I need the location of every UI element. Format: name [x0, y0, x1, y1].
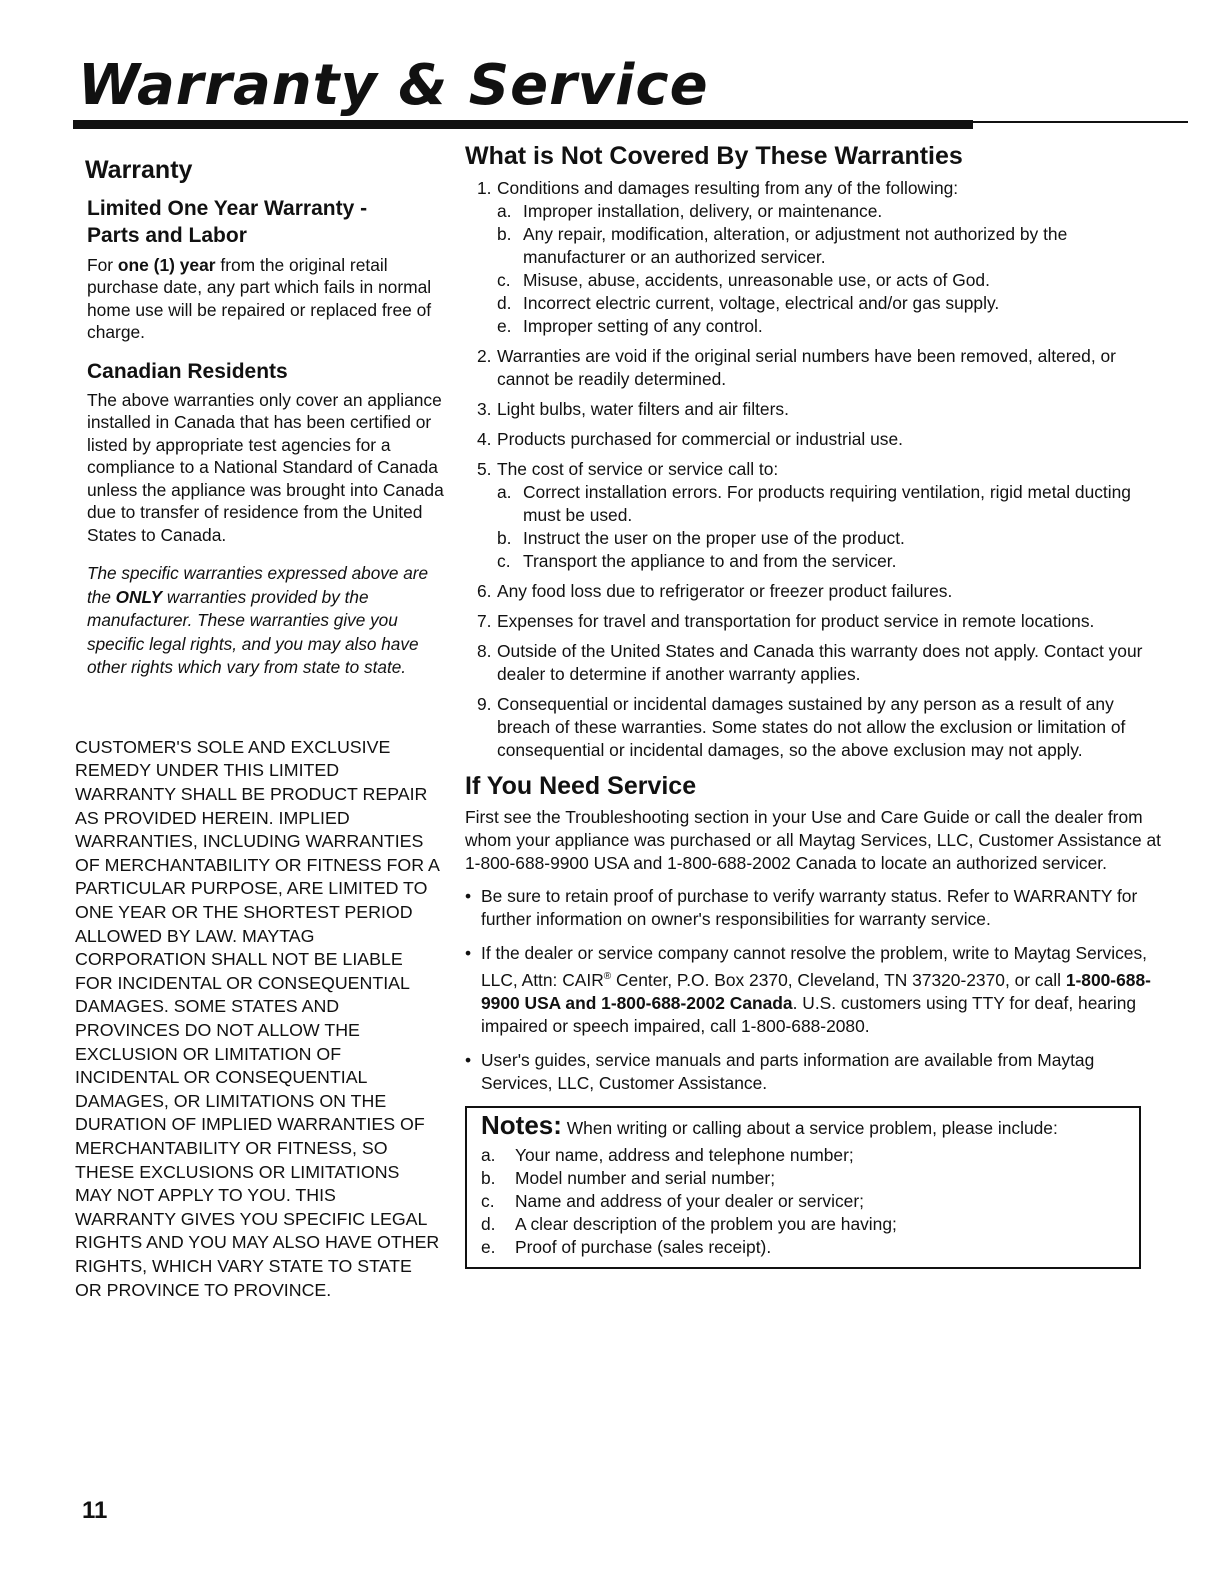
limited-text-bold: one (1) year [117, 254, 216, 275]
notes-item-letter: c. [481, 1190, 495, 1211]
item-text: Conditions and damages resulting from any of the following: [497, 177, 959, 198]
item-text: The cost of service or service call to: [497, 458, 779, 479]
sub-list-item [497, 269, 1165, 292]
bullet2-mid: Center, P.O. Box 2370, Cleveland, TN 37320-2370, or call [611, 969, 1066, 990]
service-bullets [465, 885, 1165, 1095]
list-item [465, 345, 1165, 391]
bullet2-phone-numbers: 1-800-688-9900 USA and 1-800-688-2002 Canada [481, 969, 1151, 1013]
sub-list-item [497, 200, 1165, 223]
notes-intro: When writing or calling about a service problem, please include: [561, 1117, 1058, 1138]
list-item [465, 640, 1165, 686]
item-text: Consequential or incidental damages sustained by any person as a result of any breach of these warranties. Some states do not allow the exclusion or limitation of consequential or incidental damages, so the above exclusion may not apply. [497, 693, 1126, 760]
list-item [465, 942, 1165, 1038]
notes-item-text: Model number and serial number; [515, 1167, 776, 1188]
sub-item-letter: c. [497, 269, 511, 290]
notes-item-text: A clear description of the problem you are having; [515, 1213, 897, 1234]
notes-item-letter: a. [481, 1144, 496, 1165]
sub-item-text: Misuse, abuse, accidents, unreasonable use, or acts of God. [523, 269, 990, 290]
bullet-icon: • [465, 886, 472, 906]
sub-item-text: Instruct the user on the proper use of the product. [523, 527, 905, 548]
sub-list [497, 481, 1165, 573]
exclusive-remedy-text: CUSTOMER'S SOLE AND EXCLUSIVE REMEDY UNDER THIS LIMITED WARRANTY SHALL BE PRODUCT REPAIR AS PROVIDED HEREIN. IMPLIED WARRANTIES, INCLUDING WARRANTIES OF MERCHANTABILITY OR FITNESS FOR A PARTICULAR PURPOSE, ARE LIMITED TO ONE YEAR OR THE SHORTEST PERIOD ALLOWED BY LAW. MAYTAG CORPORATION SHALL NOT BE LIABLE FOR INCIDENTAL OR CONSEQUENTIAL DAMAGES. SOME STATES AND PROVINCES DO NOT ALLOW THE EXCLUSION OR LIMITATION OF INCIDENTAL OR CONSEQUENTIAL DAMAGES, OR LIMITATIONS ON THE DURATION OF IMPLIED WARRANTIES OF MERCHANTABILITY OR FITNESS, SO THESE EXCLUSIONS OR LIMITATIONS MAY NOT APPLY TO YOU. THIS WARRANTY GIVES YOU SPECIFIC LEGAL RIGHTS AND YOU MAY ALSO HAVE OTHER RIGHTS, WHICH VARY STATE TO STATE OR PROVINCE TO PROVINCE. [75, 736, 440, 1300]
notes-label: Notes: [481, 1109, 562, 1140]
bullet-text: Be sure to retain proof of purchase to verify warranty status. Refer to WARRANTY for further information on owner's responsibilities for warranty service. [481, 886, 1138, 929]
title-rule-thick [73, 120, 973, 129]
not-covered-list [465, 177, 1165, 762]
canadian-residents-text: The above warranties only cover an appliance installed in Canada that has been certified or listed by appropriate test agencies for a compliance to a National Standard of Canada unless the appliance was brought into Canada due to transfer of residence from the United States to Canada. [87, 389, 444, 545]
notes-box [465, 1106, 1141, 1269]
note-pre: The specific warranties expressed above are the [87, 563, 429, 607]
sub-list-item [497, 223, 1165, 269]
notes-list-item [481, 1236, 1139, 1259]
bullet-text: User's guides, service manuals and parts information are available from Maytag Services, LLC, Customer Assistance. [481, 1049, 1095, 1093]
item-number: 4. [477, 428, 492, 449]
list-item [465, 458, 1165, 573]
list-item [465, 398, 1165, 421]
sub-item-text: Any repair, modification, alteration, or adjustment not authorized by the manufacturer or an authorized servicer. [523, 223, 1068, 267]
canadian-residents-heading: Canadian Residents [87, 359, 288, 383]
item-text: Expenses for travel and transportation for product service in remote locations. [497, 610, 1095, 631]
bullet2-pre: If the dealer or service company cannot resolve the problem, write to Maytag Services, LLC, Attn: CAIR [481, 943, 1147, 990]
page-number: 11 [82, 1497, 108, 1524]
limited-warranty-text [87, 254, 450, 344]
notes-list-item [481, 1144, 1139, 1167]
item-text: Products purchased for commercial or industrial use. [497, 428, 903, 449]
notes-list [481, 1144, 1139, 1259]
registered-mark: ® [603, 971, 612, 982]
right-column [465, 140, 1165, 1269]
notes-item-letter: e. [481, 1236, 496, 1257]
sub-list [497, 200, 1165, 338]
item-text: Outside of the United States and Canada this warranty does not apply. Contact your dealer to determine if another warranty applies. [497, 640, 1143, 684]
notes-list-item [481, 1167, 1139, 1190]
list-item [465, 885, 1165, 931]
note-post: warranties provided by the manufacturer. These warranties give you specific legal rights, and you may also have other rights which vary from state to state. [87, 586, 419, 678]
list-item [465, 428, 1165, 451]
item-number: 5. [477, 458, 492, 479]
sub-list-item [497, 292, 1165, 315]
item-number: 6. [477, 580, 492, 601]
list-item [465, 580, 1165, 603]
warranty-note [87, 562, 450, 680]
sub-item-text: Transport the appliance to and from the servicer. [523, 550, 897, 571]
not-covered-heading: What is Not Covered By These Warranties [465, 142, 963, 170]
notes-item-letter: d. [481, 1213, 496, 1234]
notes-list-item [481, 1190, 1139, 1213]
sub-item-text: Improper installation, delivery, or maintenance. [523, 200, 883, 221]
sub-item-letter: e. [497, 315, 512, 336]
item-number: 8. [477, 640, 492, 661]
sub-item-letter: b. [497, 223, 512, 244]
notes-item-text: Your name, address and telephone number; [515, 1144, 854, 1165]
service-heading: If You Need Service [465, 771, 697, 800]
title-rule-thin [973, 121, 1188, 123]
notes-item-text: Name and address of your dealer or servicer; [515, 1190, 864, 1211]
item-text: Any food loss due to refrigerator or freezer product failures. [497, 580, 953, 601]
list-item [465, 693, 1165, 762]
item-number: 9. [477, 693, 492, 714]
notes-list-item [481, 1213, 1139, 1236]
item-number: 2. [477, 345, 492, 366]
sub-item-letter: c. [497, 550, 511, 571]
sub-list-item [497, 550, 1165, 573]
warranty-heading: Warranty [85, 156, 193, 184]
service-intro: First see the Troubleshooting section in your Use and Care Guide or call the dealer from whom your appliance was purchased or all Maytag Services, LLC, Customer Assistance at 1-800-688-9900 USA and 1-800-688-2002 Canada to locate an authorized servicer. [465, 807, 1161, 873]
item-number: 1. [477, 177, 492, 198]
sub-list-item [497, 315, 1165, 338]
list-item [465, 177, 1165, 338]
item-text: Warranties are void if the original serial numbers have been removed, altered, or cannot be readily determined. [497, 345, 1116, 389]
sub-item-text: Incorrect electric current, voltage, electrical and/or gas supply. [523, 292, 1000, 313]
bullet-icon: • [465, 943, 472, 963]
sub-list-item [497, 481, 1165, 527]
sub-item-text: Improper setting of any control. [523, 315, 763, 336]
page-title: Warranty & Service [78, 53, 709, 118]
list-item [465, 1049, 1165, 1095]
sub-item-letter: a. [497, 200, 512, 221]
item-number: 7. [477, 610, 492, 631]
sub-item-letter: b. [497, 527, 512, 548]
list-item [465, 610, 1165, 633]
item-number: 3. [477, 398, 492, 419]
bullet-icon: • [465, 1049, 472, 1070]
notes-item-text: Proof of purchase (sales receipt). [515, 1236, 772, 1257]
sub-item-text: Correct installation errors. For products requiring ventilation, rigid metal ducting must be used. [523, 481, 1131, 525]
sub-item-letter: d. [497, 292, 512, 313]
limited-text-pre: For [87, 254, 118, 275]
note-bold: ONLY [115, 586, 163, 607]
sub-list-item [497, 527, 1165, 550]
bullet2-post: . U.S. customers using TTY for deaf, hearing impaired or speech impaired, call 1-800-688-2080. [481, 992, 1137, 1036]
limited-text-post: from the original retail purchase date, any part which fails in normal home use will be repaired or replaced free of charge. [87, 254, 432, 343]
item-text: Light bulbs, water filters and air filters. [497, 398, 789, 419]
sub-item-letter: a. [497, 481, 512, 502]
left-column [75, 150, 450, 1302]
notes-item-letter: b. [481, 1167, 496, 1188]
limited-warranty-heading: Limited One Year Warranty - Parts and Labor [87, 197, 368, 248]
notes-header [481, 1109, 1139, 1140]
